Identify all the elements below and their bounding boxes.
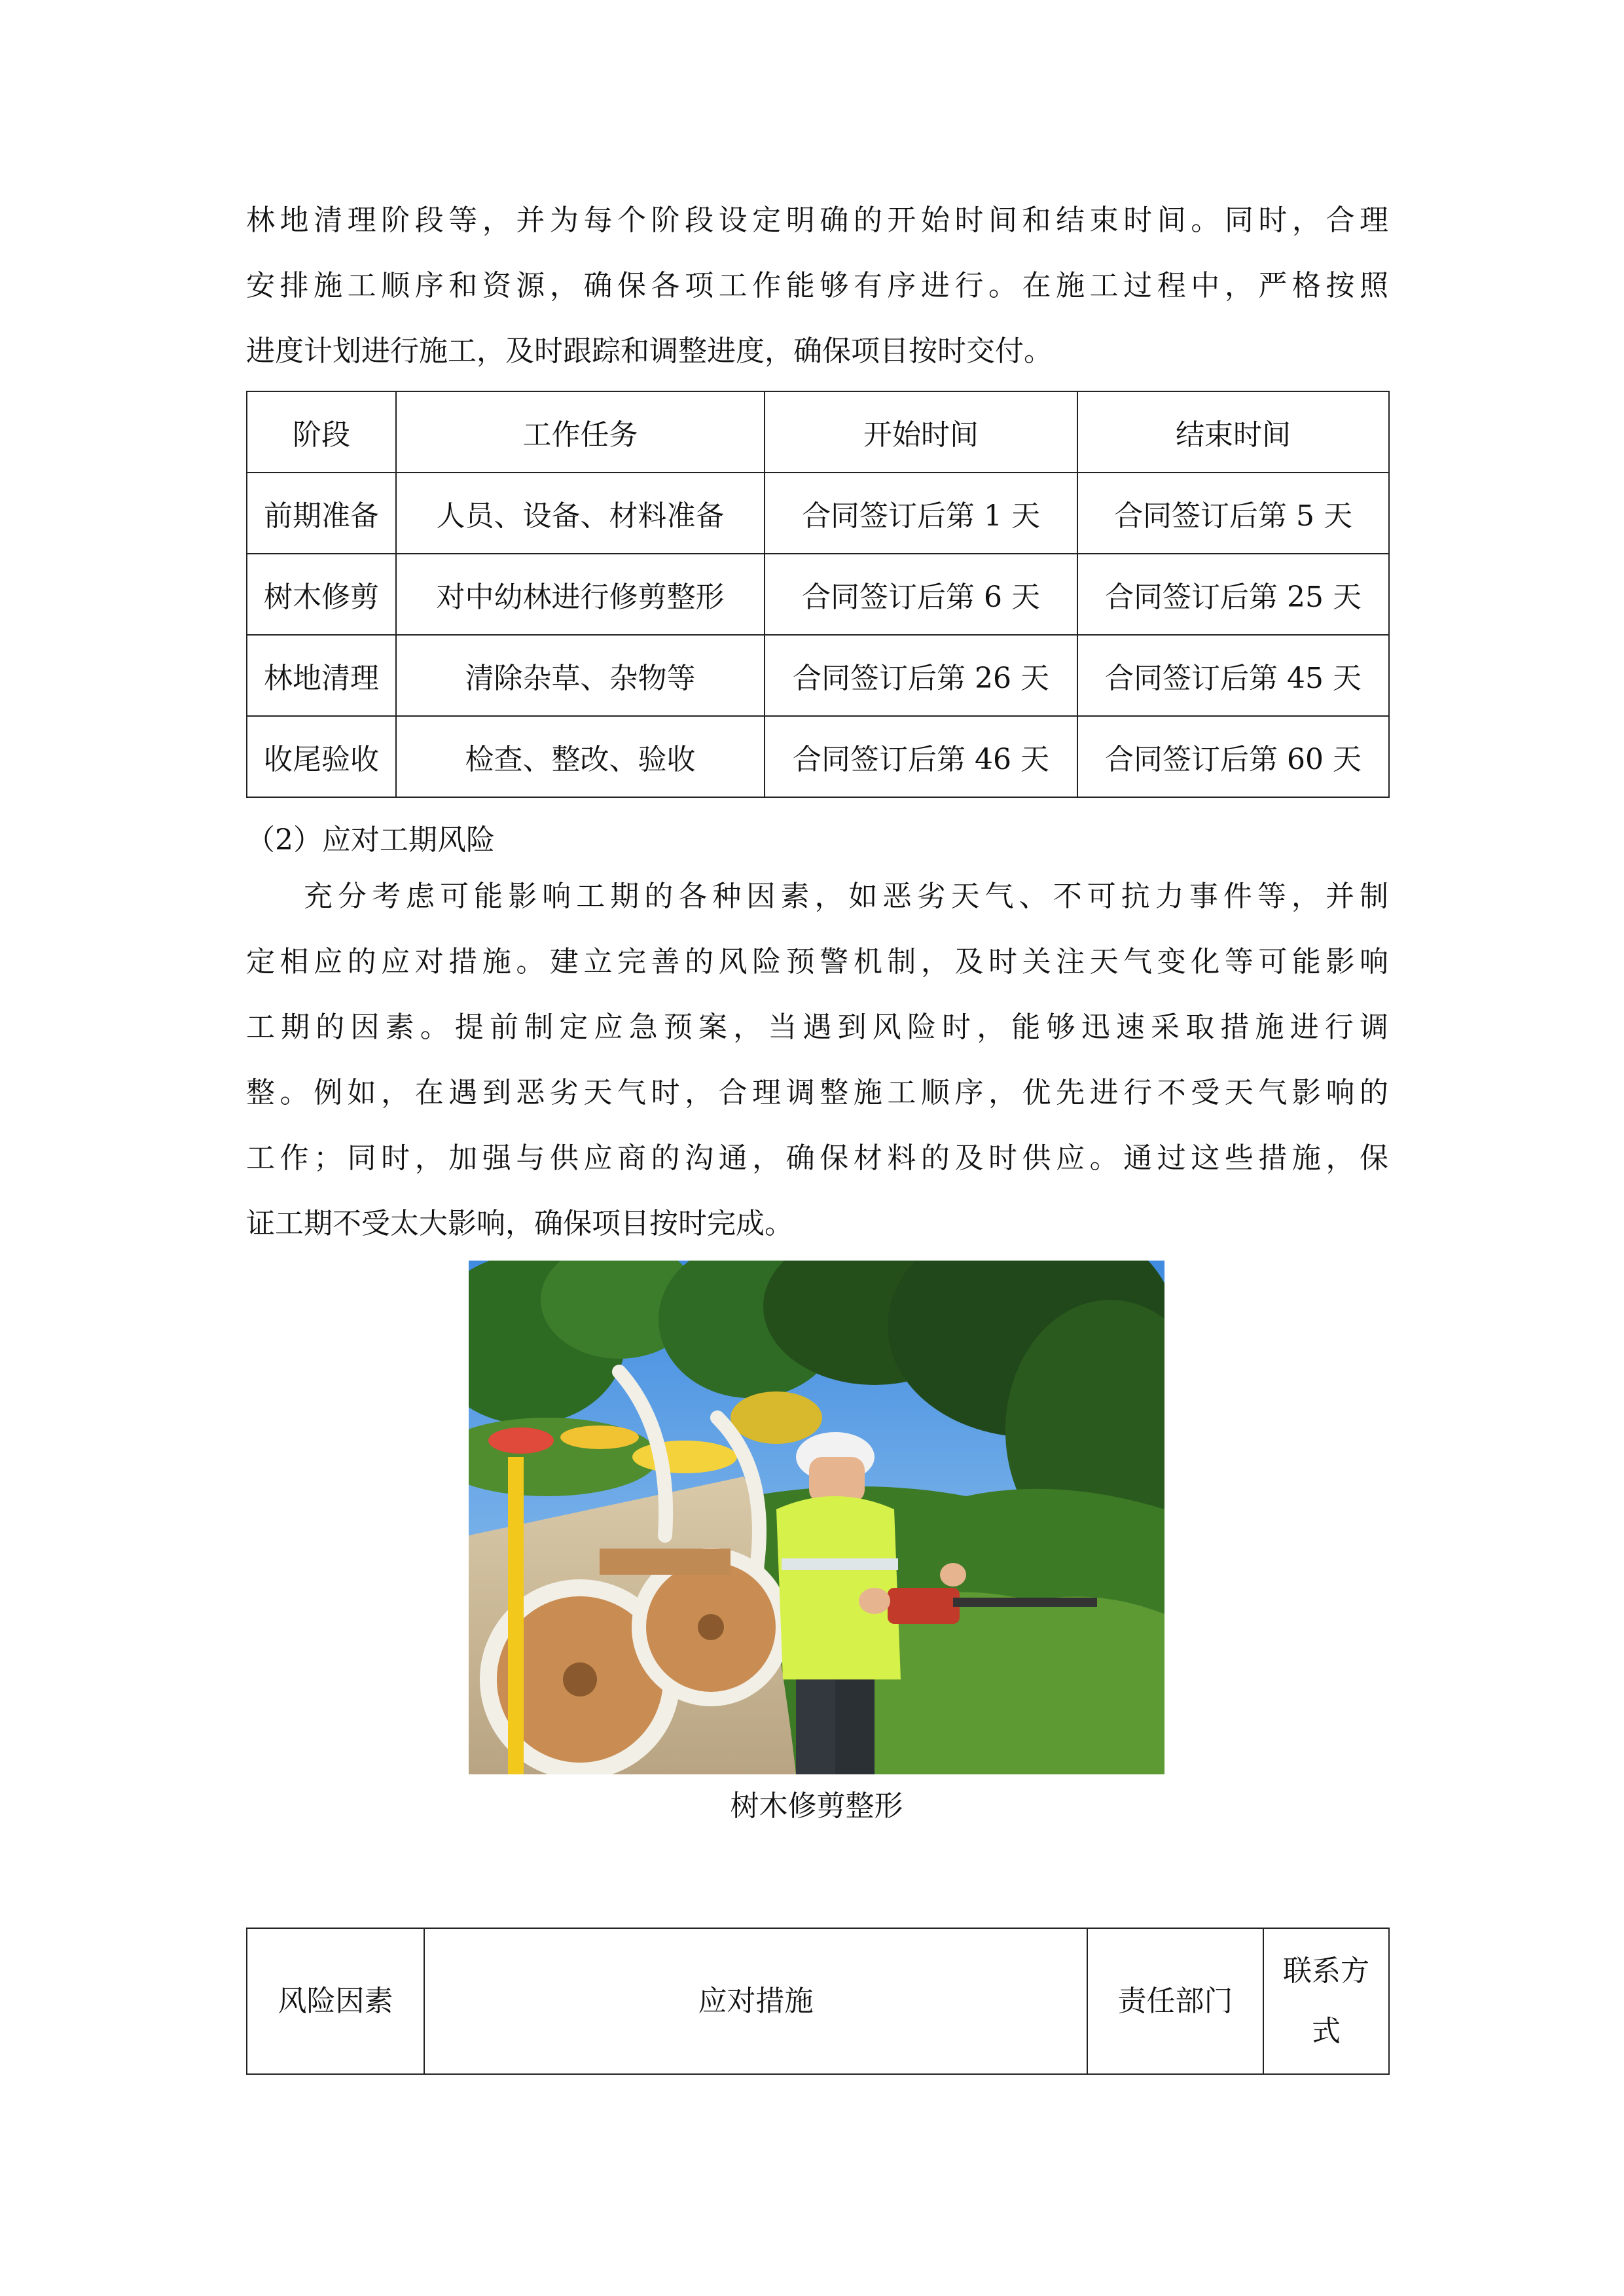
table-cell: 林地清理 bbox=[247, 635, 396, 716]
risk-line: 工期的因素。提前制定应急预案，当遇到风险时，能够迅速采取措施进行调 bbox=[246, 1011, 1388, 1044]
tree-pruning-photo bbox=[469, 1261, 1164, 1774]
risk-table bbox=[246, 1928, 1390, 2075]
table-cell: 对中幼林进行修剪整形 bbox=[396, 554, 765, 635]
header-cell: 风险因素 bbox=[247, 1928, 424, 2074]
risk-line: 整。例如，在遇到恶劣天气时，合理调整施工顺序，优先进行不受天气影响的 bbox=[246, 1076, 1388, 1109]
header-cell: 责任部门 bbox=[1087, 1928, 1263, 2074]
table-header-row bbox=[247, 391, 1389, 473]
table-cell: 合同签订后第 1 天 bbox=[765, 473, 1077, 554]
table-cell: 合同签订后第 46 天 bbox=[765, 716, 1077, 797]
schedule-table bbox=[246, 391, 1390, 798]
table-cell: 前期准备 bbox=[247, 473, 396, 554]
table-cell: 清除杂草、杂物等 bbox=[396, 635, 765, 716]
risk-paragraph bbox=[246, 864, 1388, 1257]
header-cell: 阶段 bbox=[247, 391, 396, 473]
intro-line: 林地清理阶段等，并为每个阶段设定明确的开始时间和结束时间。同时，合理 bbox=[246, 204, 1388, 237]
table-cell: 合同签订后第 25 天 bbox=[1077, 554, 1389, 635]
intro-line: 安排施工顺序和资源，确保各项工作能够有序进行。在施工过程中，严格按照 bbox=[246, 269, 1388, 302]
risk-line: 工作；同时，加强与供应商的沟通，确保材料的及时供应。通过这些措施，保 bbox=[246, 1141, 1388, 1175]
header-cell: 开始时间 bbox=[765, 391, 1077, 473]
header-cell: 应对措施 bbox=[424, 1928, 1087, 2074]
table-row bbox=[247, 716, 1389, 797]
table-cell: 合同签订后第 45 天 bbox=[1077, 635, 1389, 716]
table-cell: 合同签订后第 5 天 bbox=[1077, 473, 1389, 554]
table-cell: 合同签订后第 6 天 bbox=[765, 554, 1077, 635]
header-cell: 结束时间 bbox=[1077, 391, 1389, 473]
header-cell: 工作任务 bbox=[396, 391, 765, 473]
intro-line: 进度计划进行施工，及时跟踪和调整进度，确保项目按时交付。 bbox=[246, 334, 1053, 368]
table-cell: 人员、设备、材料准备 bbox=[396, 473, 765, 554]
risk-line: 证工期不受太大影响，确保项目按时完成。 bbox=[246, 1207, 793, 1240]
table-cell: 合同签订后第 26 天 bbox=[765, 635, 1077, 716]
table-header-row bbox=[247, 1928, 1389, 2074]
table-cell: 合同签订后第 60 天 bbox=[1077, 716, 1389, 797]
table-row bbox=[247, 635, 1389, 716]
table-cell: 树木修剪 bbox=[247, 554, 396, 635]
section-heading: （2）应对工期风险 bbox=[246, 823, 495, 857]
tree-pruning-illustration bbox=[469, 1261, 1164, 1774]
intro-paragraph bbox=[246, 188, 1388, 384]
risk-line: 充分考虑可能影响工期的各种因素，如恶劣天气、不可抗力事件等，并制 bbox=[304, 880, 1388, 913]
table-row bbox=[247, 473, 1389, 554]
table-row bbox=[247, 554, 1389, 635]
risk-line: 定相应的应对措施。建立完善的风险预警机制，及时关注天气变化等可能影响 bbox=[246, 945, 1388, 978]
photo-caption: 树木修剪整形 bbox=[730, 1789, 903, 1823]
header-cell: 联系方式 bbox=[1263, 1928, 1389, 2074]
table-cell: 检查、整改、验收 bbox=[396, 716, 765, 797]
table-cell: 收尾验收 bbox=[247, 716, 396, 797]
